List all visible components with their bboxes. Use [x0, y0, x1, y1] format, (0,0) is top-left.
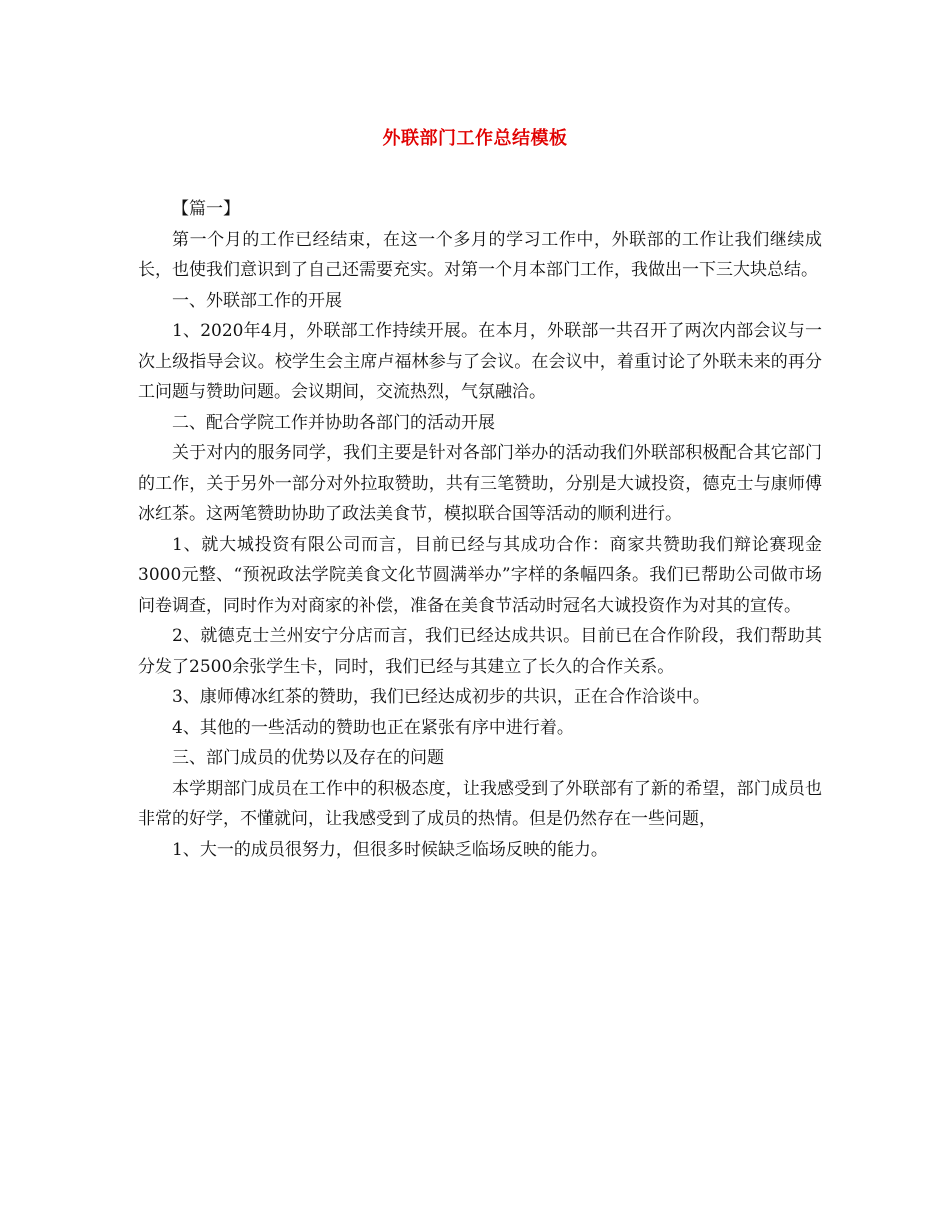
paragraph-section-three-intro: 本学期部门成员在工作中的积极态度，让我感受到了外联部有了新的希望，部门成员也非常的好学，不懂就问，让我感受到了成员的热情。但是仍然存在一些问题， — [138, 778, 822, 829]
heading-section-one: 一、外联部工作的开展 — [172, 290, 342, 311]
document-title: 外联部门工作总结模板 — [382, 128, 568, 149]
paragraph-section-two-item-4: 4、其他的一些活动的赞助也正在紧张有序中进行着。 — [172, 717, 574, 738]
paragraph-section-one-item-1: 1、2020年4月，外联部工作持续开展。在本月，外联部一共召开了两次内部会议与一次上级指导会议。校学生会主席卢福林参与了会议。在会议中，着重讨论了外联未来的再分工问题与赞助问题。会议期间，交流热烈，气氛融洽。 — [138, 321, 822, 402]
section-label-part-one: 【篇一】 — [172, 199, 240, 219]
document-body — [138, 194, 822, 865]
paragraph-section-two-intro: 关于对内的服务同学，我们主要是针对各部门举办的活动我们外联部积极配合其它部门的工作，关于另外一部分对外拉取赞助，共有三笔赞助，分别是大诚投资，德克士与康师傅冰红茶。这两笔赞助协助了政法美食节，模拟联合国等活动的顺利进行。 — [138, 443, 822, 524]
paragraph-section-two-item-2: 2、就德克士兰州安宁分店而言，我们已经达成共识。目前已在合作阶段，我们帮助其分发了2500余张学生卡，同时，我们已经与其建立了长久的合作关系。 — [138, 626, 822, 677]
paragraph-intro: 第一个月的工作已经结束，在这一个多月的学习工作中，外联部的工作让我们继续成长，也使我们意识到了自己还需要充实。对第一个月本部门工作，我做出一下三大块总结。 — [138, 229, 822, 280]
paragraph-section-two-item-3: 3、康师傅冰红茶的赞助，我们已经达成初步的共识，正在合作洽谈中。 — [172, 687, 710, 707]
heading-section-three: 三、部门成员的优势以及存在的问题 — [172, 748, 444, 768]
paragraph-section-three-item-1: 1、大一的成员很努力，但很多时候缺乏临场反映的能力。 — [172, 839, 608, 860]
heading-section-two: 二、配合学院工作并协助各部门的活动开展 — [172, 412, 495, 433]
paragraph-section-two-item-1: 1、就大城投资有限公司而言，目前已经与其成功合作：商家共赞助我们辩论赛现金3000元整、“预祝政法学院美食文化节圆满举办”字样的条幅四条。我们已帮助公司做市场问卷调查，同时作为对商家的补偿，准备在美食节活动时冠名大诚投资作为对其的宣传。 — [138, 534, 822, 616]
